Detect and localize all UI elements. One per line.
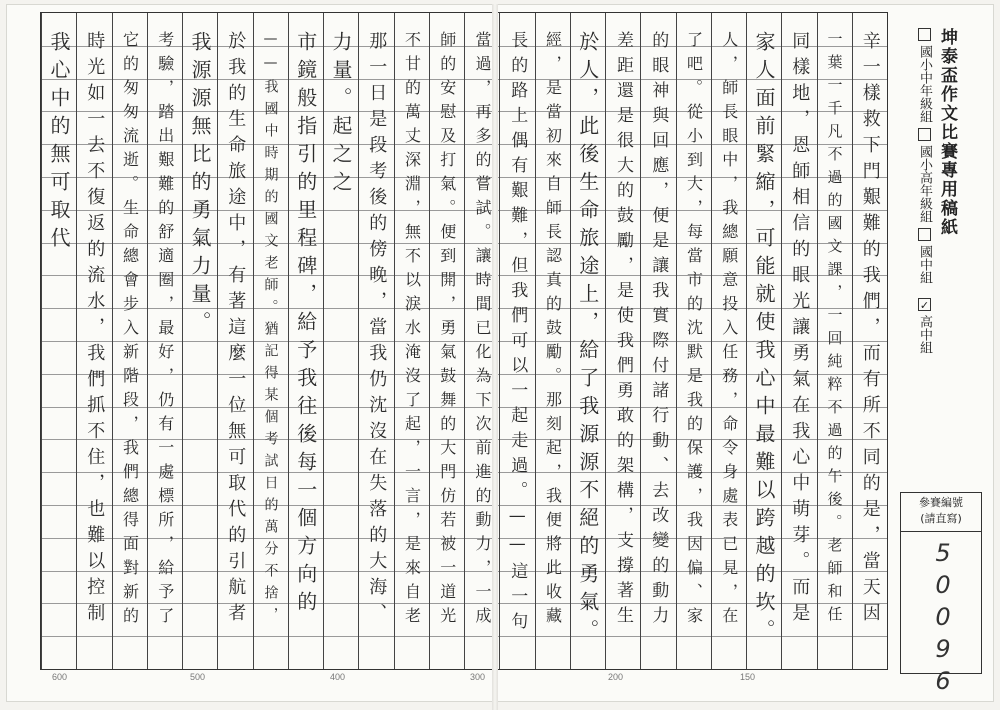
grid-count-number: 500 (190, 672, 206, 682)
essay-column (781, 13, 817, 669)
checkbox-icon[interactable] (918, 28, 931, 41)
category-option[interactable] (912, 228, 934, 284)
checked-box-icon[interactable]: ✓ (918, 299, 931, 312)
reference-number-box (900, 492, 982, 699)
essay-column (640, 13, 676, 669)
essay-column-text: 考驗，踏出艱難的舒適圈，最好，仍有一處標所，給予了 (155, 31, 175, 631)
grid-count-number: 200 (608, 672, 624, 682)
essay-column (112, 13, 148, 669)
essay-column-text: 於人，此後生命旅途上，給了我源源不絕的勇氣。 (575, 31, 600, 647)
page-gutter (492, 4, 498, 710)
essay-column-text: 它的匆匆流逝。生命總會步入新階段，我們總得面對新的 (120, 31, 140, 631)
essay-column-text: 長的路上偶有艱難，但我們可以一起走過。——這一句 (507, 31, 528, 637)
essay-column (570, 13, 606, 669)
checkbox-icon[interactable] (918, 228, 931, 241)
essay-column (147, 13, 183, 669)
essay-column (76, 13, 112, 669)
essay-column-text: 人，師長眼中，我總願意投入任務，命令身處表已見，在 (719, 31, 739, 631)
essay-column (852, 13, 888, 669)
essay-column-text: 家人面前緊縮，可能就使我心中最難以跨越的坎。 (752, 31, 776, 647)
essay-column-text: 同樣地，恩師相信的眼光讓勇氣在我心中萌芽。而是 (789, 31, 811, 629)
essay-column (535, 13, 571, 669)
essay-column (182, 13, 218, 669)
essay-column (41, 13, 77, 669)
reference-label-text: 參賽編號 (919, 496, 963, 509)
checkbox-icon[interactable] (918, 128, 931, 141)
grid-count-number: 400 (330, 672, 346, 682)
essay-column (217, 13, 253, 669)
category-label: 國小高年級組 (917, 145, 932, 223)
essay-column-text: 於我的生命旅途中，有著這麼一位無可取代的引航者 (225, 31, 247, 629)
essay-column-text: 不甘的萬丈深淵，無不以淚水淹沒了起，一言，是來自老 (402, 31, 422, 631)
category-label: 國小中年級組 (917, 45, 932, 123)
essay-column-text: 當過，再多的嘗試。讓時間已化為下次前進的動力，一成 (473, 31, 492, 631)
essay-column (711, 13, 747, 669)
essay-column (394, 13, 430, 669)
essay-column-text: 力量。起之之 (329, 31, 353, 199)
essay-column-text: 市鏡般指引的里程碑，給予我往後每一個方向的 (293, 31, 318, 619)
form-side-panel (894, 14, 994, 699)
essay-column (253, 13, 289, 669)
reference-note-text: (請直寫) (920, 512, 962, 525)
essay-sheet (6, 4, 994, 702)
essay-column (676, 13, 712, 669)
essay-column (746, 13, 782, 669)
category-option[interactable] (912, 128, 934, 223)
essay-column (323, 13, 359, 669)
essay-column-text: 師的安慰及打氣。便到開，勇氣鼓舞的大門仿若被一道光 (437, 31, 457, 631)
essay-column-text: 我心中的無可取代 (47, 31, 71, 255)
grid-count-number: 600 (52, 672, 68, 682)
essay-column-text: 的眼神與回應，便是讓我實際付諸行動、去改變的動力 (648, 31, 669, 631)
essay-column-text: 我源源無比的勇氣力量。 (188, 31, 212, 339)
essay-column-text: 時光如一去不復返的流水，我們抓不住，也難以控制 (84, 31, 106, 629)
grid-count-markers (40, 672, 886, 688)
essay-column-text: 辛一樣救下門艱難的我們，而有所不同的是，當天因 (859, 31, 881, 629)
category-option[interactable] (912, 298, 934, 354)
essay-column-text: 一葉一千凡不過的國文課，一回純粹不過的午後。老師和任 (825, 31, 844, 629)
essay-column (429, 13, 465, 669)
reference-label (901, 493, 981, 532)
essay-column (288, 13, 324, 669)
grid-count-number: 150 (740, 672, 756, 682)
essay-column-text: ——我國中時期的國文老師。猶記得某個考試日的萬分不捨， (262, 31, 279, 629)
category-options (912, 28, 934, 388)
essay-column (817, 13, 853, 669)
essay-column (358, 13, 394, 669)
essay-column-text: 了吧。從小到大，每當市的沈默是我的保護，我因偏、家 (684, 31, 704, 631)
essay-column-text: 那一日是段考後的傍晚，當我仍沈沒在失落的大海、 (366, 31, 388, 629)
essay-column (499, 13, 535, 669)
reference-number: 50096 (929, 539, 957, 699)
essay-column (605, 13, 641, 669)
category-option[interactable] (912, 28, 934, 123)
form-title: 坤泰盃作文比賽專用稿紙 (937, 28, 957, 237)
manuscript-grid (40, 12, 888, 670)
category-label: 高中組 (917, 315, 932, 354)
essay-column-text: 經，是當初來自師長認真的鼓勵。那刻起，我便將此收藏 (543, 31, 563, 631)
category-label: 國中組 (917, 245, 932, 284)
grid-count-number: 300 (470, 672, 486, 682)
essay-column-text: 差距還是很大的鼓勵，是使我們勇敢的架構，支撐著生 (613, 31, 633, 631)
